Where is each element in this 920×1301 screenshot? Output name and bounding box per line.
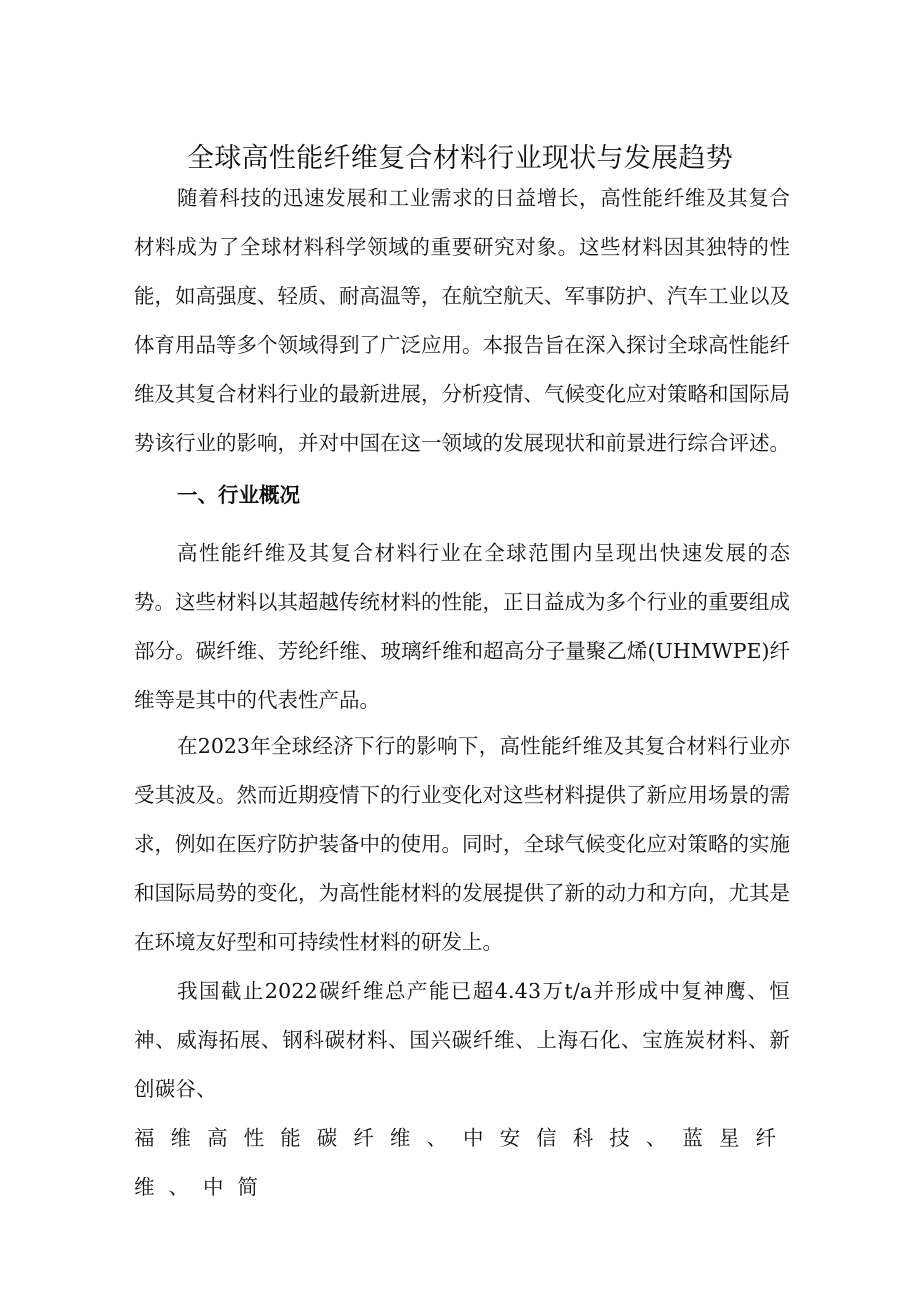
overview-paragraph-3-text: 我国截止2022碳纤维总产能已超4.43万t/a并形成中复神鹰、恒神、威海拓展、钢科碳材料、国兴碳纤维、上海石化、宝旌炭材料、新创碳谷、 (134, 979, 790, 1101)
overview-paragraph-2: 在2023年全球经济下行的影响下，高性能纤维及其复合材料行业亦受其波及。然而近期疫情下的行业变化对这些材料提供了新应用场景的需求，例如在医疗防护装备中的使用。同时，全球气候变化应对策略的实施和国际局势的变化，为高性能材料的发展提供了新的动力和方向，尤其是在环境友好型和可持续性材料的研发上。 (134, 734, 790, 954)
intro-paragraph: 随着科技的迅速发展和工业需求的日益增长，高性能纤维及其复合材料成为了全球材料科学领域的重要研究对象。这些材料因其独特的性能，如高强度、轻质、耐高温等，在航空航天、军事防护、汽车工业以及体育用品等多个领域得到了广泛应用。本报告旨在深入探讨全球高性能纤维及其复合材料行业的最新进展，分析疫情、气候变化应对策略和国际局势该行业的影响，并对中国在这一领域的发展现状和前景进行综合评述。 (134, 186, 790, 455)
document-title: 全球高性能纤维复合材料行业现状与发展趋势 (187, 143, 733, 175)
section-heading: 一、行业概况 (177, 483, 300, 507)
overview-paragraph-1: 高性能纤维及其复合材料行业在全球范围内呈现出快速发展的态势。这些材料以其超越传统材料的性能，正日益成为多个行业的重要组成部分。碳纤维、芳纶纤维、玻璃纤维和超高分子量聚乙烯(UHMWPE)纤维等是其中的代表性产品。 (134, 541, 790, 712)
overview-paragraph-3 (134, 967, 790, 1212)
overview-paragraph-3-tail: 福维高性能碳纤维、中安信科技、蓝星纤维、中简 (134, 1126, 790, 1199)
